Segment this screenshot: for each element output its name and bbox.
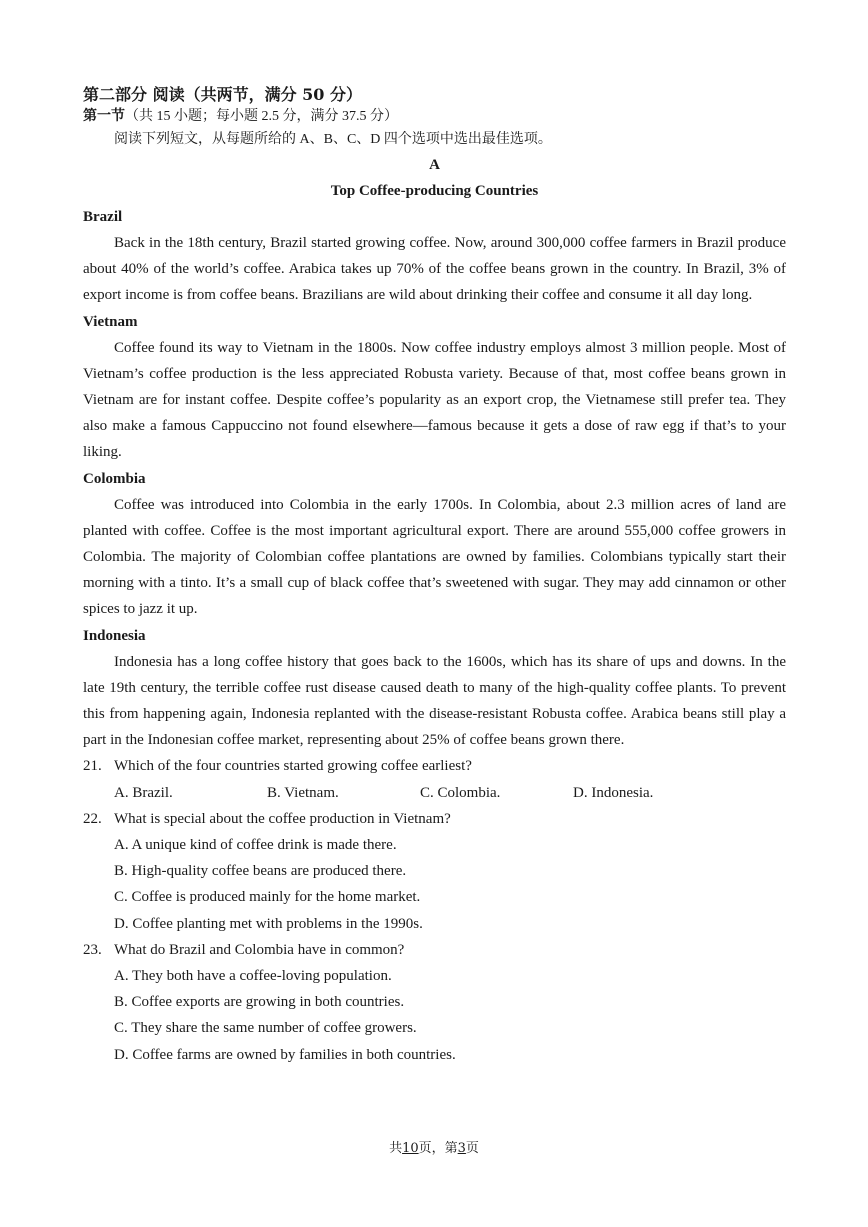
passage-paragraph: Coffee was introduced into Colombia in the early 1700s. In Colombia, about 2.3 million acres of land are planted with coffee. Coffee is the most important agricultural export. There are around 555,000 coffee growers in Colombia. The majority of Colombian coffee plantations are owned by families. Colombians typically start their morning with a tinto. It’s a small cup of black coffee that’s sweetened with sugar. They may add cinnamon or other spices to jazz it up. <box>83 496 786 618</box>
country-heading: Colombia <box>83 470 146 487</box>
question-text: What is special about the coffee production in Vietnam? <box>114 810 451 827</box>
question-text: Which of the four countries started growing coffee earliest? <box>114 758 472 775</box>
question-number: 22. <box>83 810 102 827</box>
footer-mid: 页，第 <box>418 1141 458 1156</box>
option-c: C. Coffee is produced mainly for the home market. <box>114 889 421 906</box>
passage-section-brazil <box>83 204 786 309</box>
footer-current-page: 3 <box>457 1141 466 1156</box>
passage-title: Top Coffee-producing Countries <box>330 183 539 199</box>
option-d: D. Coffee farms are owned by families in both countries. <box>114 1046 456 1063</box>
option-c: C. They share the same number of coffee growers. <box>114 1020 417 1037</box>
passage-paragraph: Coffee found its way to Vietnam in the 1800s. Now coffee industry employs almost 3 million people. Most of Vietnam’s coffee production is the less appreciated Robusta variety. Because of that, most coffee beans grown in Vietnam are for instant coffee. Despite coffee’s popularity as an export crop, the Vietnamese still prefer tea. They also make a famous Cappuccino not found elsewhere—famous because it gets a dose of raw egg if that’s to your liking. <box>83 339 786 461</box>
question-21 <box>83 753 786 805</box>
option-a: A. Brazil. <box>114 784 173 801</box>
option-c: C. Colombia. <box>420 784 501 801</box>
passage-letter: A <box>429 157 440 173</box>
option-b: B. Coffee exports are growing in both countries. <box>114 994 405 1011</box>
passage-section-indonesia <box>83 623 786 754</box>
passage-section-vietnam <box>83 309 786 466</box>
question-22 <box>83 806 786 937</box>
country-heading: Brazil <box>83 209 123 225</box>
section-info: （共 15 小题；每小题 2.5 分，满分 37.5 分） <box>125 109 398 124</box>
option-a: A. They both have a coffee-loving population. <box>114 968 392 985</box>
question-number: 21. <box>83 758 102 775</box>
option-b: B. High-quality coffee beans are produced there. <box>114 863 407 880</box>
footer-prefix: 共 <box>389 1141 403 1156</box>
question-23 <box>83 937 786 1068</box>
passage-paragraph: Back in the 18th century, Brazil started growing coffee. Now, around 300,000 coffee farmers in Brazil produce about 40% of the world’s coffee. Arabica takes up 70% of the coffee beans grown in the country. In Brazil, 3% of export income is from coffee beans. Brazilians are wild about drinking their coffee and consume it all day long. <box>83 235 786 304</box>
exam-page <box>83 84 786 1068</box>
question-text: What do Brazil and Colombia have in common? <box>114 941 405 958</box>
option-d: D. Coffee planting met with problems in the 1990s. <box>114 915 423 932</box>
country-heading: Vietnam <box>83 313 138 330</box>
footer-total-pages: 10 <box>402 1141 419 1156</box>
section-title <box>83 106 786 128</box>
country-heading: Indonesia <box>83 627 146 644</box>
page-footer <box>0 1137 868 1156</box>
part-title: 第二部分 阅读（共两节，满分 50 分） <box>83 85 362 104</box>
instructions: 阅读下列短文，从每题所给的 A、B、C、D 四个选项中选出最佳选项。 <box>114 132 552 147</box>
option-d: D. Indonesia. <box>573 784 654 801</box>
passage-paragraph: Indonesia has a long coffee history that goes back to the 1600s, which has its share of ups and downs. In the late 19th century, the terrible coffee rust disease caused death to many of the high-quality coffee plants. To prevent this from happening again, Indonesia replanted with the disease-resistant Robusta coffee. Arabica beans still play a part in the Indonesian coffee market, representing about 25% of coffee beans grown there. <box>83 653 786 749</box>
option-a: A. A unique kind of coffee drink is made there. <box>114 837 397 854</box>
footer-suffix: 页 <box>465 1141 479 1156</box>
question-number: 23. <box>83 941 102 958</box>
section-label: 第一节 <box>83 109 125 124</box>
passage-section-colombia <box>83 466 786 623</box>
option-b: B. Vietnam. <box>267 784 339 801</box>
